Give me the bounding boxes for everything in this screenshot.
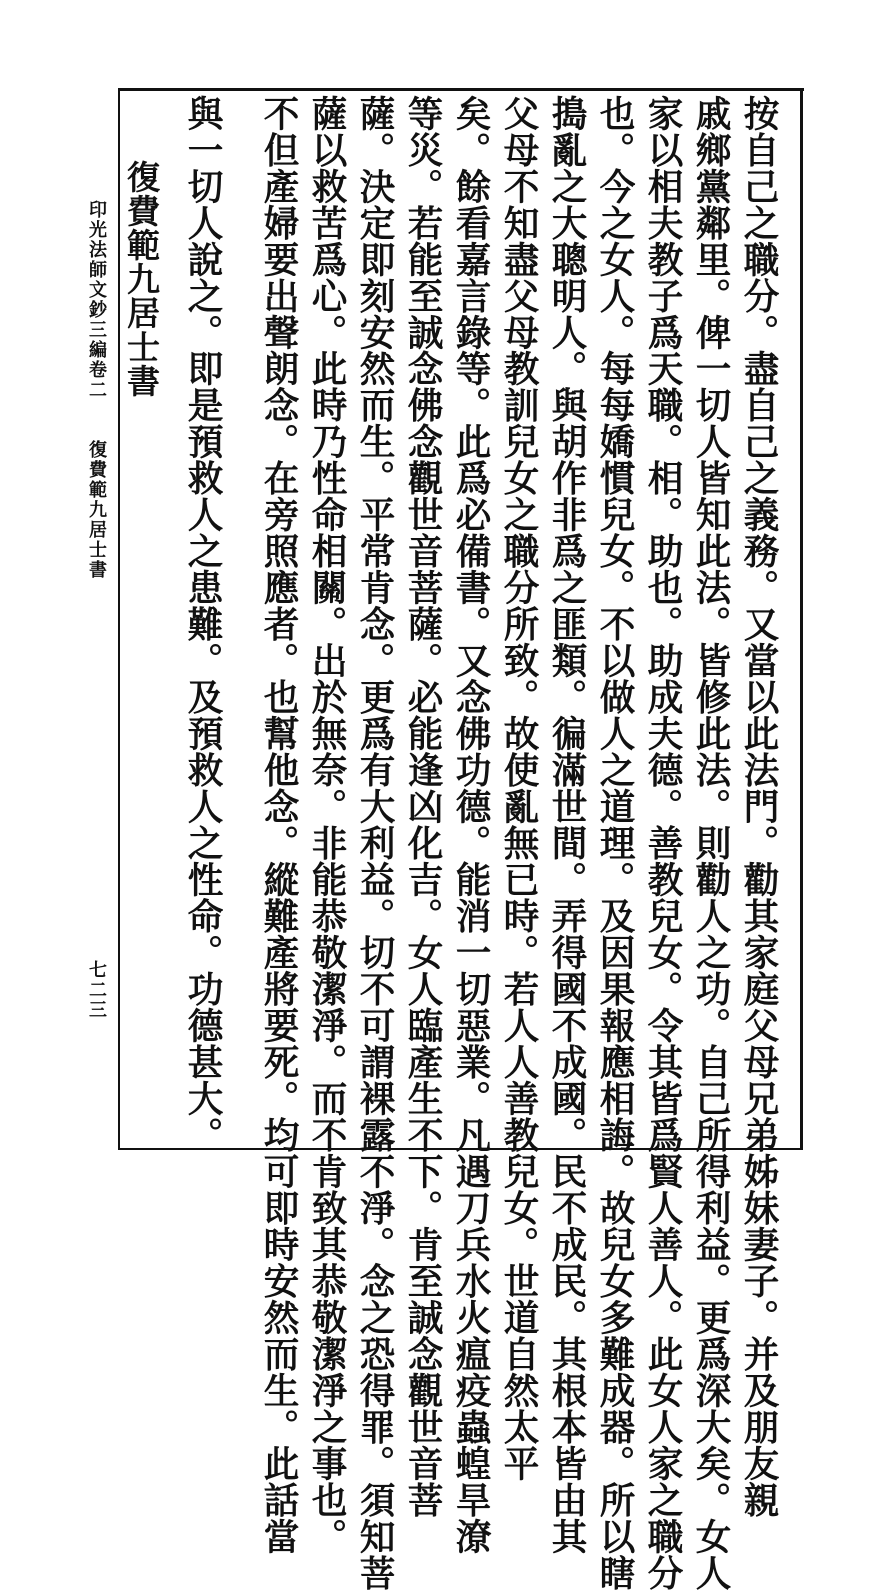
text-column: 不但產婦要出聲朗念。在旁照應者。也幫他念。縱難產將要死。均可即時安然而生。此話當	[258, 95, 299, 1555]
text-column: 與一切人說之。即是預救人之患難。及預救人之性命。功德甚大。	[182, 95, 223, 1154]
margin-book-title: 印光法師文鈔三編卷二	[86, 200, 107, 400]
text-column: 戚鄉黨鄰里。俾一切人皆知此法。皆修此法。則勸人之功。自己所得利益。更爲深大矣。女人	[690, 95, 731, 1591]
text-column: 矣。餘看嘉言錄等。此爲必備書。又念佛功德。能消一切惡業。凡遇刀兵水火瘟疫蟲蝗旱潦	[450, 95, 491, 1555]
text-column: 等災。若能至誠念佛念觀世音菩薩。必能逢凶化吉。女人臨產生不下。肯至誠念觀世音菩	[402, 95, 443, 1519]
letter-title: 復費範九居士書	[122, 160, 161, 398]
frame-top-border	[120, 88, 804, 91]
text-column: 薩。決定即刻安然而生。平常肯念。更爲有大利益。切不可謂裸露不淨。念之恐得罪。須知菩	[354, 95, 395, 1591]
margin-page-number: 七二三	[86, 960, 107, 1020]
margin-chapter-title: 復費範九居士書	[86, 440, 107, 580]
text-column: 也。今之女人。每每嬌慣兒女。不以做人之道理。及因果報應相誨。故兒女多難成器。所以瞎	[594, 95, 635, 1591]
text-column: 薩以救苦爲心。此時乃性命相關。出於無奈。非能恭敬潔淨。而不肯致其恭敬潔淨之事也。	[306, 95, 347, 1555]
text-column: 按自己之職分。盡自己之義務。又當以此法門。勸其家庭父母兄弟姊妹妻子。并及朋友親	[738, 95, 779, 1519]
frame-right-border	[800, 88, 803, 1150]
frame-left-border	[118, 88, 120, 1150]
text-column: 父母不知盡父母教訓兒女之職分所致。故使亂無已時。若人人善教兒女。世道自然太平	[498, 95, 539, 1482]
text-column: 家以相夫教子爲天職。相。助也。助成夫德。善教兒女。令其皆爲賢人善人。此女人家之職分	[642, 95, 683, 1591]
text-column: 搗亂之大聰明人。與胡作非爲之匪類。徧滿世間。弄得國不成國。民不成民。其根本皆由其	[546, 95, 587, 1555]
